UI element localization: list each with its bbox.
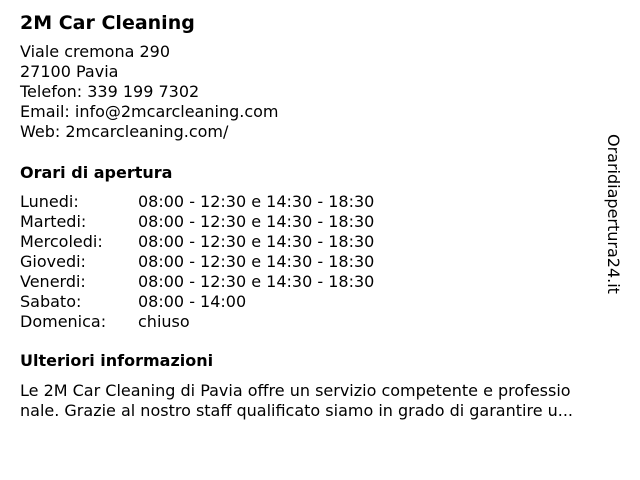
day-label: Lunedi: — [20, 192, 79, 211]
opening-hours-table — [20, 192, 620, 332]
website-line: Web: 2mcarcleaning.com/ — [20, 122, 229, 141]
phone-line: Telefon: 339 199 7302 — [20, 82, 200, 101]
hours-row-thursday — [20, 252, 620, 272]
more-info-text — [20, 381, 624, 421]
hours-row-wednesday — [20, 232, 620, 252]
day-hours: 08:00 - 12:30 e 14:30 - 18:30 — [138, 192, 375, 211]
more-info-heading: Ulteriori informazioni — [20, 351, 214, 370]
day-label: Martedi: — [20, 212, 87, 231]
day-hours: 08:00 - 12:30 e 14:30 - 18:30 — [138, 232, 375, 251]
business-name: 2M Car Cleaning — [20, 12, 195, 34]
day-hours: 08:00 - 12:30 e 14:30 - 18:30 — [138, 252, 375, 271]
email-line: Email: info@2mcarcleaning.com — [20, 102, 279, 121]
contact-block — [20, 42, 620, 142]
day-label: Giovedi: — [20, 252, 86, 271]
hours-row-friday — [20, 272, 620, 292]
hours-row-tuesday — [20, 212, 620, 232]
description-line: nale. Grazie al nostro staff qualificato siamo in grado di garantire u... — [20, 401, 574, 420]
description-line: Le 2M Car Cleaning di Pavia offre un servizio competente e professio — [20, 381, 571, 400]
hours-row-monday — [20, 192, 620, 212]
opening-hours-heading: Orari di apertura — [20, 163, 173, 182]
day-label: Venerdi: — [20, 272, 86, 291]
day-hours: 08:00 - 14:00 — [138, 292, 247, 311]
city-line: 27100 Pavia — [20, 62, 119, 81]
site-watermark: Oraridiapertura24.it — [604, 134, 623, 294]
day-label: Sabato: — [20, 292, 82, 311]
street-address: Viale cremona 290 — [20, 42, 171, 61]
day-hours: chiuso — [138, 312, 190, 331]
hours-row-saturday — [20, 292, 620, 312]
day-hours: 08:00 - 12:30 e 14:30 - 18:30 — [138, 272, 375, 291]
hours-row-sunday — [20, 312, 620, 332]
business-card — [20, 10, 623, 421]
day-label: Mercoledi: — [20, 232, 103, 251]
day-hours: 08:00 - 12:30 e 14:30 - 18:30 — [138, 212, 375, 231]
day-label: Domenica: — [20, 312, 107, 331]
